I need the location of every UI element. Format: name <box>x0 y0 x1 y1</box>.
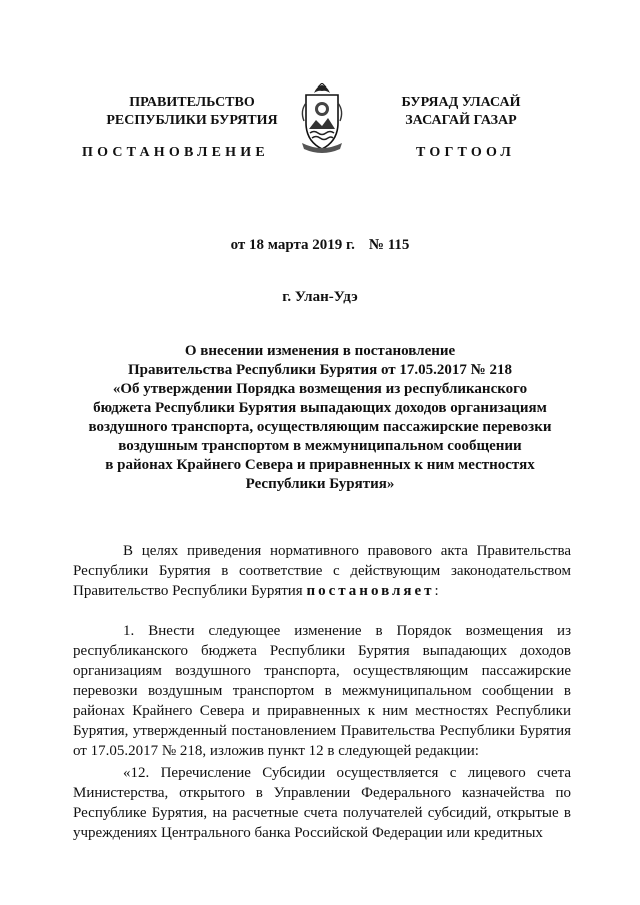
clause-12-paragraph <box>73 763 571 843</box>
decree-title-ru: ПОСТАНОВЛЕНИЕ <box>82 145 269 160</box>
title-line: в районах Крайнего Севера и приравненных к ним местностях <box>105 457 535 473</box>
header-left-line2: РЕСПУБЛИКИ БУРЯТИЯ <box>106 113 278 128</box>
resolves-keyword: постановляет <box>306 583 435 599</box>
document-date: от 18 марта 2019 г. <box>230 237 355 253</box>
preamble-paragraph <box>73 541 571 601</box>
preamble-text: В целях приведения нормативного правового акта Правительства Республики Бурятия в соответствие с действующим законодательством Правительство Республики Бурятия <box>73 543 571 599</box>
document-number: № 115 <box>368 237 410 253</box>
header-right <box>386 94 536 130</box>
header-right-line2: ЗАСАГАЙ ГАЗАР <box>405 113 517 128</box>
header-left-line1: ПРАВИТЕЛЬСТВО <box>129 95 255 110</box>
title-line: воздушного транспорта, осуществляющим пассажирские перевозки <box>88 419 552 435</box>
header-left <box>92 94 292 130</box>
header-right-line1: БУРЯАД УЛАСАЙ <box>401 95 521 110</box>
title-line: воздушным транспортом в межмуниципальном сообщении <box>118 438 522 454</box>
title-line: Правительства Республики Бурятия от 17.05.2017 № 218 <box>127 362 512 378</box>
document-title <box>60 342 580 494</box>
preamble-end: : <box>434 583 439 599</box>
clause-12-text: «12. Перечисление Субсидии осуществляется с лицевого счета Министерства, открытого в Управлении Федерального казначейства по Республике Бурятия, на расчетные счета получателей субсидий, открытые в учреждениях Центрального банка Российской Федерации или кредитных <box>73 765 571 841</box>
date-number-line <box>60 237 580 254</box>
city: г. Улан-Удэ <box>282 289 358 305</box>
decree-title-bua: ТОГТООЛ <box>416 145 516 160</box>
title-line: Республики Бурятия» <box>245 476 395 492</box>
clause-1-paragraph <box>73 621 571 761</box>
title-line: «Об утверждении Порядка возмещения из республиканского <box>112 381 528 397</box>
clause-1-text: 1. Внести следующее изменение в Порядок возмещения из республиканского бюджета Республики Бурятия выпадающих доходов организациям воздушного транспорта, осуществляющим пассажирские перевозки воздушным транспортом в межмуниципальном сообщении в районах Крайнего Севера и приравненных к ним местностях Республики Бурятия, утвержденный постановлением Правительства Республики Бурятия от 17.05.2017 № 218, изложив пункт 12 в следующей редакции: <box>73 623 571 759</box>
coat-of-arms-icon <box>296 83 348 153</box>
title-line: О внесении изменения в постановление <box>184 343 456 359</box>
title-line: бюджета Республики Бурятия выпадающих доходов организациям <box>93 400 547 416</box>
